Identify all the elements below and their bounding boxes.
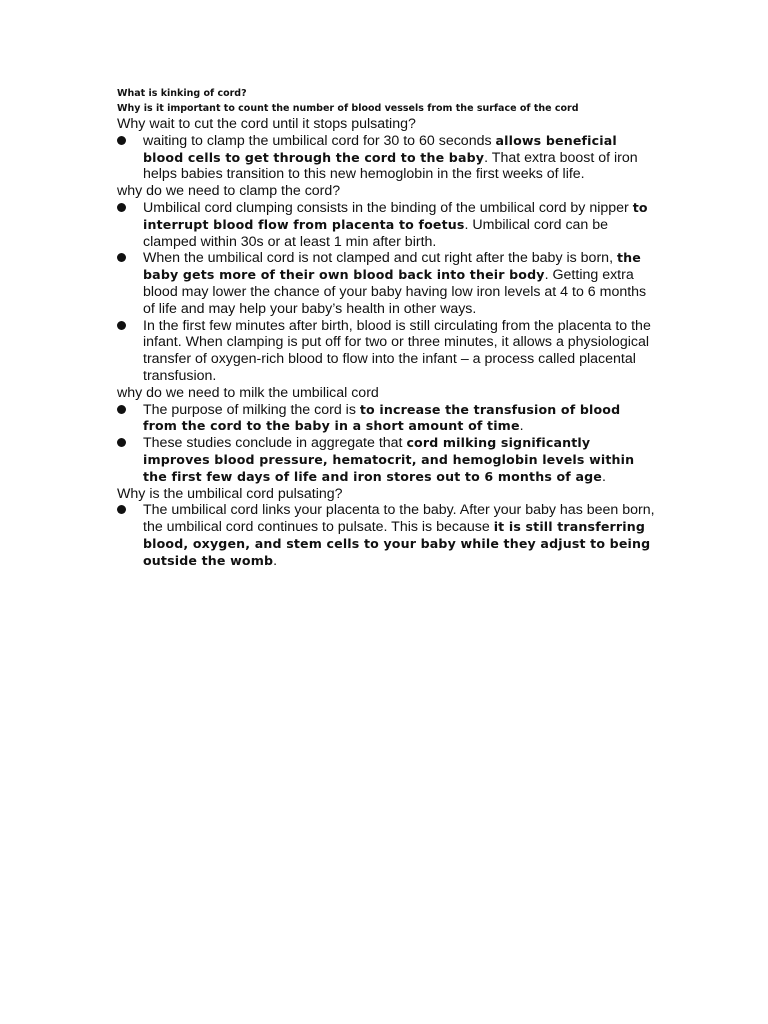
question-blood-vessels: Why is it important to count the number of blood vessels from the surface of the cord (117, 103, 579, 114)
bullet-text: waiting to clamp the umbilical cord for 30 to 60 seconds (143, 132, 496, 149)
bullet-bold-text: to interrupt blood flow from placenta to foetus (143, 199, 648, 232)
bullet-dot-icon (117, 136, 126, 145)
bullet-text: Umbilical cord clumping consists in the binding of the umbilical cord by nipper (143, 199, 633, 216)
bullet-text: The umbilical cord links your placenta to the baby. After your baby has been born, the umbilical cord continues to pulsate. This is because (143, 502, 655, 536)
bullet-text-tail: . That extra boost of iron helps babies transition to this new hemoglobin in the first weeks of life. (143, 149, 638, 183)
list-item (117, 318, 657, 385)
bullet-text-tail: . (519, 418, 524, 435)
bullet-dot-icon (117, 405, 126, 414)
bullet-text: In the first few minutes after birth, blood is still circulating from the placenta to the infant. When clamping is put off for two or three minutes, it allows a physiological transfer of oxygen-rich blood to flow into the infant – a process called placental transfusion. (143, 317, 651, 384)
bullet-bold-text: to increase the transfusion of blood from the cord to the baby in a short amount of time (143, 401, 621, 434)
document-body (117, 86, 657, 570)
bullet-text-tail: . (273, 552, 278, 569)
list-item (117, 200, 657, 250)
bullet-text-tail: . Getting extra blood may lower the chance of your baby having low iron levels at 4 to 6 months of life and may help your baby’s health in other ways. (143, 267, 647, 317)
bullet-dot-icon (117, 505, 126, 514)
list-item (117, 402, 657, 436)
bullet-bold-text: cord milking significantly improves blood pressure, hematocrit, and hemoglobin levels within the first few days of life and iron stores out to 6 months of age (143, 435, 635, 484)
list-item (117, 250, 657, 317)
bullet-text-tail: . Umbilical cord can be clamped within 30s or at least 1 min after birth. (143, 216, 609, 250)
bullet-dot-icon (117, 203, 126, 212)
list-item (117, 502, 657, 569)
bullet-bold-text: allows beneficial blood cells to get through the cord to the baby (143, 132, 617, 165)
bullet-dot-icon (117, 321, 126, 330)
section-heading-clamp: why do we need to clamp the cord? (117, 183, 341, 200)
bullet-text-tail: . (601, 468, 606, 485)
bullet-dot-icon (117, 253, 126, 262)
list-item (117, 133, 657, 183)
bullet-dot-icon (117, 438, 126, 447)
question-kinking: What is kinking of cord? (117, 88, 247, 99)
bullet-text: When the umbilical cord is not clamped and cut right after the baby is born, (143, 250, 617, 267)
bullet-text: These studies conclude in aggregate that (143, 435, 407, 452)
bullet-bold-text: the baby gets more of their own blood back into their body (143, 250, 641, 283)
section-heading-wait-to-cut: Why wait to cut the cord until it stops pulsating? (117, 116, 416, 132)
bullet-text: The purpose of milking the cord is (143, 401, 360, 418)
section-heading-milk: why do we need to milk the umbilical cord (117, 384, 379, 401)
section-heading-pulsating: Why is the umbilical cord pulsating? (117, 485, 343, 502)
list-item (117, 435, 657, 485)
bullet-bold-text: it is still transferring blood, oxygen, and stem cells to your baby while they adjust to being outside the womb (143, 519, 651, 568)
